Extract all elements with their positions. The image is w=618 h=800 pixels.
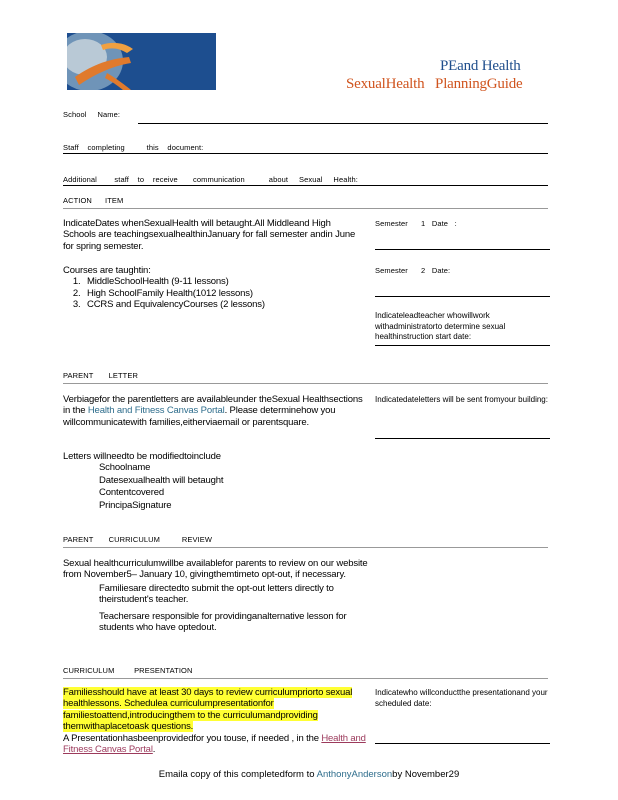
semester2-date-field[interactable] <box>375 296 550 297</box>
section-divider <box>63 678 548 679</box>
footer-instruction <box>0 769 618 780</box>
list-item-text: PrincipaSignature <box>99 499 172 511</box>
parent-letter-paragraph <box>63 394 368 428</box>
list-item <box>63 462 368 473</box>
section-divider <box>63 547 548 548</box>
parent-letter-text: Verbiagefor the parentletters are availableunder theSexual Healthsections in the <box>63 394 363 417</box>
lead-teacher-label: Indicateleadteacher whowillwork withadministratorto determine sexual healthinstruction start date: <box>375 311 506 341</box>
page-subtitle: SexualHealth PlanningGuide <box>346 76 523 92</box>
presentation-note <box>63 733 368 756</box>
lead-teacher-field[interactable] <box>375 345 550 346</box>
section-heading-action-item: ACTION ITEM <box>63 196 124 205</box>
list-item <box>63 500 368 511</box>
letter-modify-list <box>63 462 368 511</box>
staff-completing-label: Staff completing this document: <box>63 143 204 152</box>
section-heading-curriculum-review: PARENT CURRICULUM REVIEW <box>63 535 213 544</box>
section-divider <box>63 383 548 384</box>
curriculum-review-block <box>63 558 368 633</box>
presenter-label: Indicatewho willconductthe presentationand your scheduled date: <box>375 688 548 708</box>
courses-intro: Courses are taughtin: <box>63 265 151 276</box>
canvas-portal-link[interactable]: Health and Fitness Canvas Portal <box>63 732 366 756</box>
presentation-note-text: A Presentationhasbeenprovidedfor you touse, if needed , in the <box>63 732 322 744</box>
additional-staff-label: Additional staff to receive communication about Sexual Health: <box>63 175 358 184</box>
page-title: PEand Health <box>440 58 521 74</box>
course-item: 1. MiddleSchoolHealth (9-11 lessons) <box>83 276 363 287</box>
letters-sent-label: Indicatedateletters will be sent fromyour building: <box>375 395 548 404</box>
canvas-portal-link[interactable]: Health and Fitness Canvas Portal <box>87 405 225 417</box>
letter-modify-block <box>63 451 368 511</box>
list-item <box>63 475 368 486</box>
curriculum-review-paragraph: Sexual healthcurriculumwillbe availablefor parents to review on our website from November5– January 10, givingthemtimeto opt-out, if necessary. <box>63 558 368 581</box>
list-item-text: Datesexualhealth will betaught <box>99 474 224 486</box>
presentation-note-end: . <box>152 744 156 756</box>
list-item <box>63 487 368 498</box>
footer-deadline: by November29 <box>392 769 460 780</box>
curriculum-presentation-block <box>63 687 368 755</box>
semester1-date-field[interactable] <box>375 249 550 250</box>
semester1-date-label: Semester 1 Date : <box>375 219 457 228</box>
section-divider <box>63 208 548 209</box>
section-heading-parent-letter: PARENT LETTER <box>63 371 138 380</box>
list-item <box>63 583 368 606</box>
list-item-text: Familiesare directedto submit the opt-out letters directly to theirstudent's teacher. <box>99 582 334 606</box>
courses-list <box>63 276 363 310</box>
section-heading-curriculum-presentation: CURRICULUM PRESENTATION <box>63 666 193 675</box>
action-item-paragraph: IndicateDates whenSexualHealth will betaught.All Middleand High Schools are teachingsexualhealthinJanuary for fall semester andin June for spring semester. <box>63 218 356 252</box>
school-name-field[interactable] <box>138 123 548 124</box>
list-item-text: Contentcovered <box>99 487 164 499</box>
additional-staff-field[interactable] <box>63 185 548 186</box>
course-item: 2. High SchoolFamily Health(1012 lessons) <box>83 288 363 299</box>
list-item-text: Teachersare responsible for providinganalternative lesson for students who have optedout. <box>99 610 347 634</box>
footer-text: Emaila copy of this completedform to <box>158 769 317 780</box>
courses-block <box>63 265 363 311</box>
list-item-text: Schoolname <box>99 462 151 474</box>
staff-completing-field[interactable] <box>63 153 548 154</box>
logo <box>67 33 216 90</box>
course-item: 3. CCRS and EquivalencyCourses (2 lessons) <box>83 299 363 310</box>
parent-letter-text-end: . Please determinehow you willcommunicatewith families,eitherviaemail or parentsquare. <box>63 405 336 428</box>
semester2-date-label: Semester 2 Date: <box>375 266 451 275</box>
school-name-label: School Name: <box>63 110 121 119</box>
contact-name-link[interactable]: AnthonyAnderson <box>316 769 393 780</box>
list-item <box>63 611 368 634</box>
letter-modify-intro: Letters willneedto be modifiedtoinclude <box>63 451 221 462</box>
presenter-field[interactable] <box>375 743 550 744</box>
highlighted-text: Familiesshould have at least 30 days to review curriculumpriorto sexual healthlessons. Schedulea curriculumpresentationfor familiestoattend,introducingthem to the curriculumandproviding themwithaplacetoask questions. <box>63 687 353 733</box>
letters-sent-field[interactable] <box>375 438 550 439</box>
highlighted-paragraph <box>63 687 368 733</box>
logo-graphic <box>67 33 216 90</box>
